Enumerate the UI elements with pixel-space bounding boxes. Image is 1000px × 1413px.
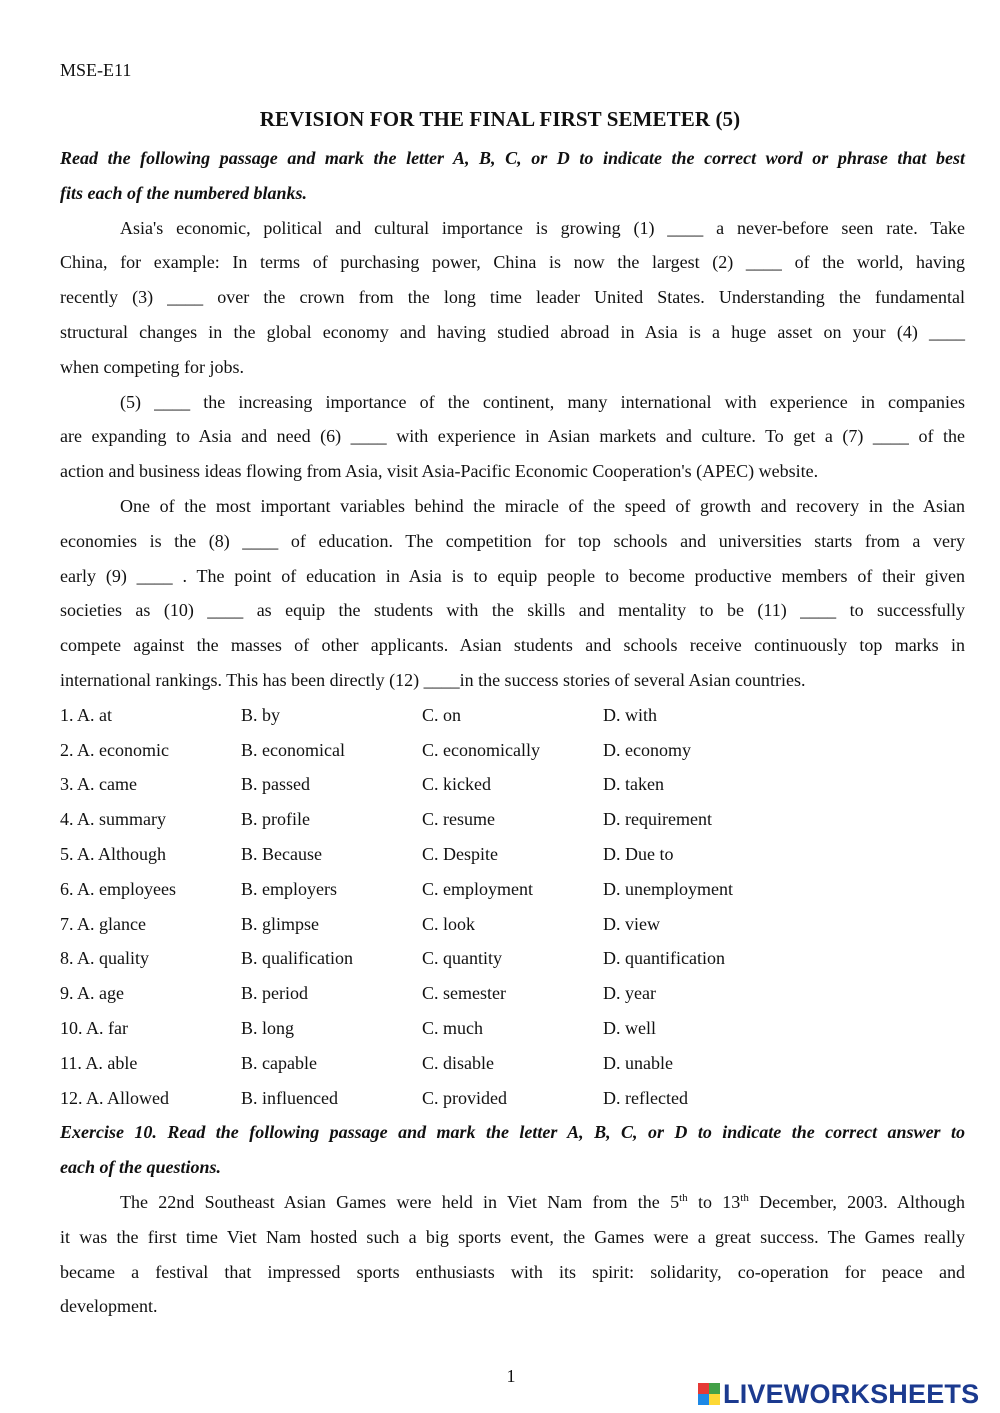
text-segment: The 22nd Southeast Asian Games were held in Viet Nam from the 5 [120,1191,680,1212]
option-c: C. provided [422,1087,507,1108]
passage-line: economies is the (8) ____ of education. The competition for top schools and universities starts from a very [60,530,965,551]
question-row [60,976,965,1011]
worksheet-content [60,141,965,1324]
question-row [60,767,965,802]
text-segment: December, 2003. Although [748,1191,965,1212]
passage-line: action and business ideas flowing from Asia, visit Asia-Pacific Economic Cooperation's (APEC) website. [60,461,819,482]
instruction-line: Exercise 10. Read the following passage and mark the letter A, B, C, or D to indicate the correct answer to [60,1122,965,1143]
option-d: D. quantification [603,948,725,969]
passage-line [60,1185,965,1220]
option-a: 3. A. came [60,774,137,795]
question-row [60,872,965,907]
option-b: B. long [241,1017,295,1038]
instruction-line: each of the questions. [60,1157,222,1178]
option-b: B. influenced [241,1087,338,1108]
option-a: 9. A. age [60,983,124,1004]
option-d: D. economy [603,739,691,760]
question-row [60,907,965,942]
page-title: REVISION FOR THE FINAL FIRST SEMETER (5) [259,107,741,131]
option-c: C. resume [422,809,495,830]
option-b: B. qualification [241,948,353,969]
passage-line: early (9) ____ . The point of education in Asia is to equip people to become productive members of their given [60,565,965,586]
option-c: C. employment [422,878,533,899]
passage-line: international rankings. This has been directly (12) ____in the success stories of several Asian countries. [60,669,806,690]
option-b: B. economical [241,739,345,760]
question-row [60,1046,965,1081]
option-d: D. with [603,704,657,725]
passage-line: became a festival that impressed sports enthusiasts with its spirit: solidarity, co-operation for peace and [60,1261,965,1282]
option-b: B. profile [241,809,310,830]
option-d: D. year [603,983,656,1004]
instruction-line: fits each of the numbered blanks. [60,182,308,203]
question-row [60,1081,965,1116]
liveworksheets-grid-icon [698,1383,720,1405]
option-c: C. kicked [422,774,491,795]
option-c: C. quantity [422,948,502,969]
brand-name: LIVEWORKSHEETS [723,1378,980,1409]
option-b: B. passed [241,774,310,795]
liveworksheets-logo[interactable] [698,1377,979,1411]
option-a: 8. A. quality [60,948,149,969]
option-a: 10. A. far [60,1017,128,1038]
option-c: C. semester [422,983,506,1004]
option-b: B. capable [241,1052,317,1073]
passage-line: Asia's economic, political and cultural importance is growing (1) ____ a never-before seen rate. Take [120,217,965,238]
option-b: B. period [241,983,308,1004]
option-c: C. look [422,913,476,934]
question-row [60,837,965,872]
option-c: C. much [422,1017,483,1038]
question-row [60,941,965,976]
option-d: D. requirement [603,809,712,830]
question-row [60,733,965,768]
option-c: C. disable [422,1052,494,1073]
text-segment: to 13 [687,1191,741,1212]
passage-line: recently (3) ____ over the crown from the long time leader United States. Understanding the fundamental [60,287,965,308]
option-d: D. view [603,913,660,934]
passage-line: development. [60,1296,158,1317]
superscript: th [740,1191,749,1204]
passage-line: China, for example: In terms of purchasing power, China is now the largest (2) ____ of the world, having [60,252,965,273]
option-d: D. unable [603,1052,673,1073]
superscript: th [679,1191,688,1204]
option-c: C. Despite [422,843,498,864]
option-b: B. employers [241,878,337,899]
option-a: 7. A. glance [60,913,146,934]
option-a: 12. A. Allowed [60,1087,170,1108]
question-row [60,698,965,733]
page-number: 1 [506,1366,516,1386]
passage-line: (5) ____ the increasing importance of the continent, many international with experience in companies [120,391,965,412]
option-c: C. on [422,704,462,725]
option-a: 2. A. economic [60,739,169,760]
passage-line: societies as (10) ____ as equip the students with the skills and mentality to be (11) ____ to successfully [60,600,965,621]
option-a: 4. A. summary [60,809,166,830]
passage-line: are expanding to Asia and need (6) ____ with experience in Asian markets and culture. To get a (7) ____ of the [60,426,965,447]
option-a: 6. A. employees [60,878,176,899]
option-c: C. economically [422,739,540,760]
document-code: MSE-E11 [60,60,132,80]
option-a: 11. A. able [60,1052,138,1073]
question-row [60,1011,965,1046]
option-d: D. Due to [603,843,674,864]
option-a: 5. A. Although [60,843,167,864]
option-d: D. unemployment [603,878,733,899]
option-a: 1. A. at [60,704,112,725]
option-d: D. taken [603,774,664,795]
passage-line: it was the first time Viet Nam hosted such a big sports event, the Games were a great success. The Games really [60,1226,965,1247]
question-row [60,802,965,837]
option-d: D. reflected [603,1087,688,1108]
passage-line: One of the most important variables behind the miracle of the speed of growth and recovery in the Asian [120,495,965,516]
passage-line: structural changes in the global economy and having studied abroad in Asia is a huge asset on your (4) ____ [60,321,965,342]
option-b: B. by [241,704,281,725]
option-b: B. Because [241,843,322,864]
instruction-line: Read the following passage and mark the letter A, B, C, or D to indicate the correct word or phrase that best [60,148,965,168]
passage-line: when competing for jobs. [60,356,244,377]
passage-line: compete against the masses of other applicants. Asian students and schools receive continuously top marks in [60,635,965,656]
option-d: D. well [603,1017,656,1038]
option-b: B. glimpse [241,913,320,934]
